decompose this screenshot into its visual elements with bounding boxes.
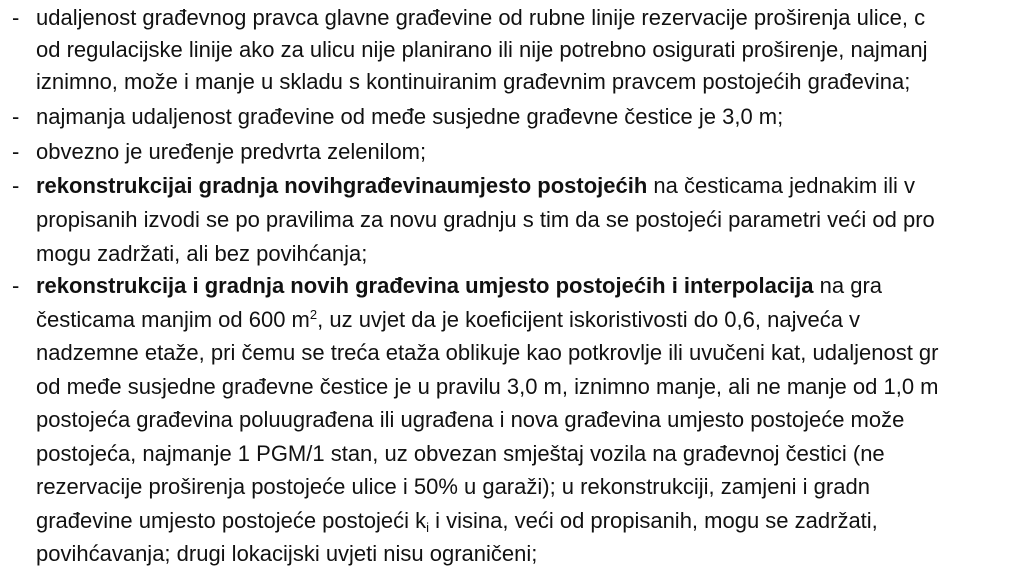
- text-line: [36, 270, 882, 303]
- text-line: [36, 304, 860, 337]
- bold-heading-text: rekonstrukcija i gradnja novih građevina umjesto postojećih i interpolacija: [36, 273, 814, 298]
- text-run: na gra: [813, 273, 883, 298]
- list-bullet-dash: -: [12, 273, 20, 298]
- text-line: postojeća građevina poluugrađena ili ugrađena i nova građevina umjesto postojeće može: [36, 407, 905, 432]
- text-line: postojeća, najmanje 1 PGM/1 stan, uz obvezan smještaj vozila na građevnoj čestici (ne: [36, 441, 885, 466]
- text-line: nadzemne etaže, pri čemu se treća etaža oblikuje kao potkrovlje ili uvučeni kat, udaljenost gr: [36, 340, 939, 365]
- superscript: 2: [309, 307, 318, 322]
- text-line: udaljenost građevnog pravca glavne građevine od rubne linije rezervacije proširenja ulice, c: [36, 5, 926, 30]
- text-line: najmanja udaljenost građevine od međe susjedne građevne čestice je 3,0 m;: [36, 104, 784, 129]
- text-line: [36, 505, 878, 538]
- subscript: i: [426, 520, 430, 535]
- text-line: povihćavanja; drugi lokacijski uvjeti nisu ograničeni;: [36, 541, 538, 566]
- text-line: obvezno je uređenje predvrta zelenilom;: [36, 139, 427, 164]
- text-line: mogu zadržati, ali bez povihćanja;: [36, 241, 368, 266]
- text-run: česticama manjim od 600 m: [36, 307, 310, 332]
- list-bullet-dash: -: [12, 173, 20, 198]
- list-bullet-dash: -: [12, 5, 20, 30]
- text-run: i visina, veći od propisanih, mogu se zadržati,: [429, 508, 878, 533]
- text-line: rezervacije proširenja postojeće ulice i 50% u garaži); u rekonstrukciji, zamjeni i gradn: [36, 474, 870, 499]
- list-bullet-dash: -: [12, 104, 20, 129]
- text-line: od regulacijske linije ako za ulicu nije planirano ili nije potrebno osigurati proširenje, najmanj: [36, 37, 928, 62]
- text-run: građevine umjesto postojeće postojeći k: [36, 508, 427, 533]
- text-line: [36, 170, 915, 203]
- text-run: , uz uvjet da je koeficijent iskoristivosti do 0,6, najveća v: [317, 307, 861, 332]
- text-line: iznimno, može i manje u skladu s kontinuiranim građevnim pravcem postojećih građevina;: [36, 69, 911, 94]
- text-line: propisanih izvodi se po pravilima za novu gradnju s tim da se postojeći parametri veći od pro: [36, 207, 935, 232]
- text-run: na česticama jednakim ili v: [647, 173, 916, 198]
- text-line: od međe susjedne građevne čestice je u pravilu 3,0 m, iznimno manje, ali ne manje od 1,0 m: [36, 374, 939, 399]
- bold-heading-text: rekonstrukcijai gradnja novihgrađevinaumjesto postojećih: [36, 173, 648, 198]
- list-bullet-dash: -: [12, 139, 20, 164]
